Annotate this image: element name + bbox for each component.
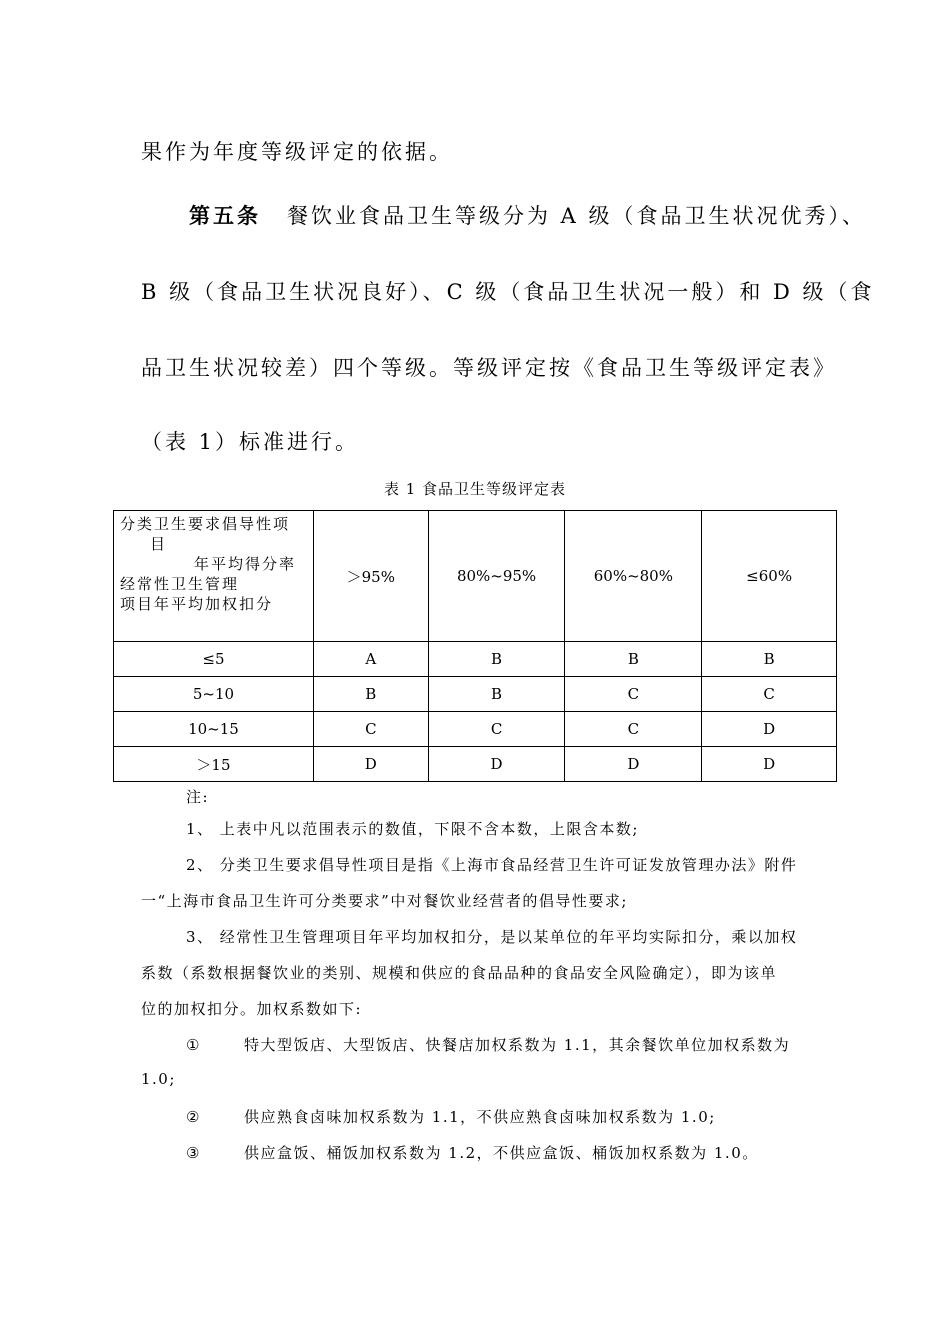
circled-number: ③ xyxy=(186,1144,201,1162)
article-label: 第五条 xyxy=(189,203,261,228)
circled-number: ② xyxy=(186,1108,201,1126)
grade-cell: C xyxy=(313,712,428,747)
paragraph-continuation: 果作为年度等级评定的依据。 xyxy=(141,140,453,164)
header-line: 目 xyxy=(150,535,168,553)
grade-cell: D xyxy=(313,747,428,782)
note-3-line-3: 位的加权扣分。加权系数如下: xyxy=(141,1000,363,1018)
coefficient-3 xyxy=(186,1142,759,1163)
circled-number: ① xyxy=(186,1036,201,1054)
grade-cell: C xyxy=(702,677,837,712)
note-3-line-2: 系数（系数根据餐饮业的类别、规模和供应的食品品种的食品安全风险确定），即为该单 xyxy=(141,964,778,982)
note-1: 1、 上表中凡以范围表示的数值，下限不含本数，上限含本数; xyxy=(186,820,639,838)
note-2-line-1: 2、 分类卫生要求倡导性项目是指《上海市食品经营卫生许可证发放管理办法》附件 xyxy=(186,856,798,874)
grade-cell: B xyxy=(565,642,702,677)
grade-cell: D xyxy=(702,747,837,782)
column-header: ＞95% xyxy=(313,511,428,642)
grade-cell: D xyxy=(702,712,837,747)
header-line: 分类卫生要求倡导性项 xyxy=(120,515,291,533)
row-label: 5~10 xyxy=(114,677,314,712)
note-2-line-2: 一“上海市食品卫生许可分类要求”中对餐饮业经营者的倡导性要求; xyxy=(141,892,628,910)
grade-cell: B xyxy=(313,677,428,712)
table-row xyxy=(114,677,837,712)
table-caption: 表 1 食品卫生等级评定表 xyxy=(383,480,567,498)
article-5-line-4: （表 1）标准进行。 xyxy=(141,430,360,454)
grade-cell: C xyxy=(565,677,702,712)
table-row xyxy=(114,712,837,747)
column-header: 60%~80% xyxy=(565,511,702,642)
table-header-row xyxy=(114,511,837,642)
grade-cell: B xyxy=(428,642,565,677)
coefficient-2 xyxy=(186,1106,716,1127)
row-label: 10~15 xyxy=(114,712,314,747)
article-5-line-3: 品卫生状况较差）四个等级。等级评定按《食品卫生等级评定表》 xyxy=(141,356,837,380)
note-3-line-1: 3、 经常性卫生管理项目年平均加权扣分，是以某单位的年平均实际扣分，乘以加权 xyxy=(186,928,798,946)
notes-title: 注: xyxy=(186,788,210,806)
grade-cell: B xyxy=(428,677,565,712)
grade-cell: A xyxy=(313,642,428,677)
table-row xyxy=(114,642,837,677)
coefficient-1-text: 特大型饭店、大型饭店、快餐店加权系数为 1.1，其余餐饮单位加权系数为 xyxy=(244,1036,791,1054)
coefficient-1-cont: 1.0; xyxy=(141,1070,176,1088)
article-5-text: 餐饮业食品卫生等级分为 A 级（食品卫生状况优秀）、 xyxy=(287,204,867,228)
row-label: ＞15 xyxy=(114,747,314,782)
coefficient-1 xyxy=(186,1034,790,1055)
article-5-line-2: B 级（食品卫生状况良好）、C 级（食品卫生状况一般）和 D 级（食 xyxy=(141,280,875,304)
column-header: ≤60% xyxy=(702,511,837,642)
grade-cell: B xyxy=(702,642,837,677)
grade-cell: C xyxy=(428,712,565,747)
header-line: 年平均得分率 xyxy=(194,555,297,573)
grade-cell: C xyxy=(565,712,702,747)
grading-table xyxy=(113,510,837,782)
coefficient-2-text: 供应熟食卤味加权系数为 1.1，不供应熟食卤味加权系数为 1.0; xyxy=(244,1108,716,1126)
header-line: 经常性卫生管理 xyxy=(120,575,240,593)
table-corner-header xyxy=(114,511,314,642)
article-5-paragraph xyxy=(189,200,866,230)
column-header: 80%~95% xyxy=(428,511,565,642)
row-label: ≤5 xyxy=(114,642,314,677)
grade-cell: D xyxy=(565,747,702,782)
header-line: 项目年平均加权扣分 xyxy=(120,595,274,613)
table-row xyxy=(114,747,837,782)
grade-cell: D xyxy=(428,747,565,782)
coefficient-3-text: 供应盒饭、桶饭加权系数为 1.2，不供应盒饭、桶饭加权系数为 1.0。 xyxy=(244,1144,759,1162)
